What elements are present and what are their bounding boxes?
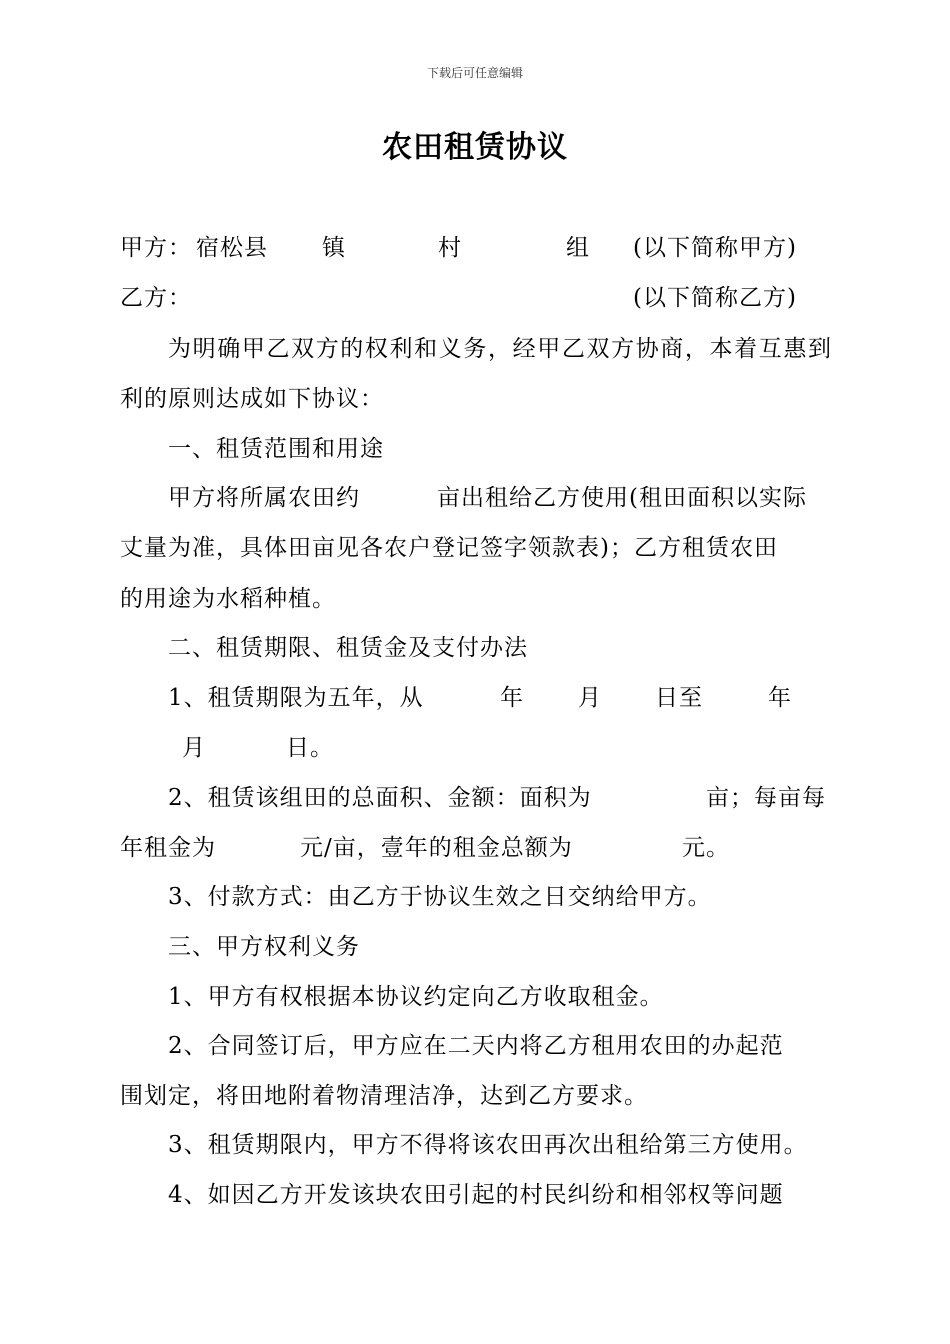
section3-heading: 三、甲方权利义务 xyxy=(168,934,360,960)
section2-item2-part1: 2、租赁该组田的总面积、金额：面积为 xyxy=(168,785,592,811)
section1-p1-part2: 亩出租给乙方使用(租田面积以实际 xyxy=(437,485,807,511)
section2-item1-day2: 日。 xyxy=(286,735,334,761)
section2-item3: 3、付款方式：由乙方于协议生效之日交纳给甲方。 xyxy=(168,884,712,910)
party-b-alias: (以下简称乙方) xyxy=(633,285,797,311)
section2-item2-part2: 亩；每亩每 xyxy=(706,785,826,811)
section2-item1-prefix: 1、租赁期限为五年，从 xyxy=(168,685,424,711)
section2-heading: 二、租赁期限、租赁金及支付办法 xyxy=(168,635,528,661)
section2-item2-line2-part1: 年租金为 xyxy=(120,835,216,861)
section1-p1-line2: 丈量为准，具体田亩见各农户登记签字领款表)；乙方租赁农田 xyxy=(120,535,778,561)
section2-item1-month2: 月 xyxy=(182,735,206,761)
party-a-town: 镇 xyxy=(322,235,346,261)
section2-item2-line2-part3: 元。 xyxy=(682,835,730,861)
intro-paragraph: 为明确甲乙双方的权利和义务，经甲乙双方协商，本着互惠到利的原则达成如下协议： xyxy=(120,336,832,412)
party-a-label: 甲方： xyxy=(120,235,192,261)
party-a-county: 宿松县 xyxy=(196,235,268,261)
section2-item1-day1: 日至 xyxy=(655,685,703,711)
section3-item2-line2: 围划定，将田地附着物清理洁净，达到乙方要求。 xyxy=(120,1083,648,1109)
page-header-note: 下载后可任意编辑 xyxy=(426,66,523,80)
section1-p1-part1: 甲方将所属农田约 xyxy=(168,485,360,511)
party-b-label: 乙方： xyxy=(120,285,192,311)
section3-item2-line1: 2、合同签订后，甲方应在二天内将乙方租用农田的办起范 xyxy=(168,1033,784,1059)
section3-item1: 1、甲方有权根据本协议约定向乙方收取租金。 xyxy=(168,984,664,1010)
section1-p1-line3: 的用途为水稻种植。 xyxy=(120,586,336,612)
section2-item2-line2-part2: 元/亩，壹年的租金总额为 xyxy=(300,835,573,861)
party-a-village: 村 xyxy=(438,235,462,261)
document-title: 农田租赁协议 xyxy=(382,130,568,165)
party-a-group: 组 xyxy=(566,235,590,261)
section3-item3: 3、租赁期限内，甲方不得将该农田再次出租给第三方使用。 xyxy=(168,1132,808,1158)
section3-item4: 4、如因乙方开发该块农田引起的村民纠纷和相邻权等问题 xyxy=(168,1182,784,1208)
party-a-alias: (以下简称甲方) xyxy=(633,235,797,261)
section1-heading: 一、租赁范围和用途 xyxy=(168,436,384,462)
section2-item1-year2: 年 xyxy=(768,685,792,711)
section2-item1-year1: 年 xyxy=(500,685,524,711)
section2-item1-month1: 月 xyxy=(578,685,602,711)
